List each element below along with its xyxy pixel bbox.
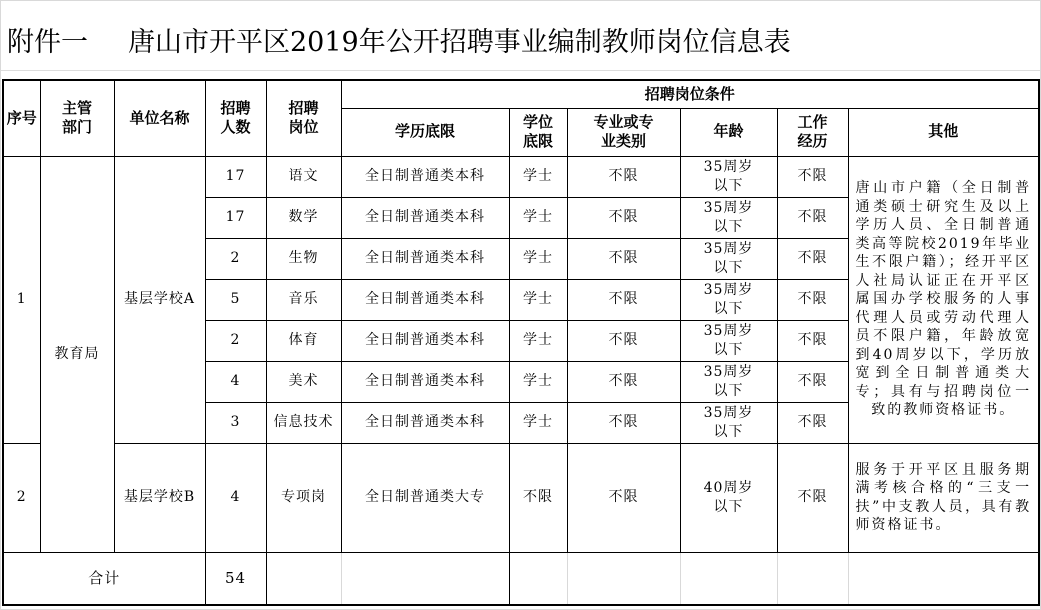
cell-education: 全日制普通类本科 xyxy=(341,402,509,443)
page-title: 唐山市开平区2019年公开招聘事业编制教师岗位信息表 xyxy=(128,27,791,58)
col-header-age: 年龄 xyxy=(680,108,777,156)
col-header-count: 招聘人数 xyxy=(205,80,266,156)
col-header-major: 专业或专业类别 xyxy=(567,108,680,156)
cell-recruit-count: 4 xyxy=(205,443,266,552)
empty-cell xyxy=(567,552,680,605)
cell-post: 音乐 xyxy=(266,279,341,320)
col-header-experience: 工作经历 xyxy=(777,108,848,156)
empty-cell xyxy=(341,552,509,605)
cell-major: 不限 xyxy=(567,402,680,443)
cell-post: 美术 xyxy=(266,361,341,402)
total-label: 合计 xyxy=(3,552,205,605)
job-info-table xyxy=(2,79,1040,606)
cell-degree: 学士 xyxy=(509,279,567,320)
cell-recruit-count: 17 xyxy=(205,156,266,197)
cell-age: 35周岁以下 xyxy=(680,238,777,279)
attachment-label: 附件一 xyxy=(7,27,88,58)
cell-major: 不限 xyxy=(567,279,680,320)
cell-age: 35周岁以下 xyxy=(680,402,777,443)
cell-age: 35周岁以下 xyxy=(680,361,777,402)
empty-cell xyxy=(680,552,777,605)
cell-degree: 不限 xyxy=(509,443,567,552)
cell-age: 40周岁以下 xyxy=(680,443,777,552)
cell-experience: 不限 xyxy=(777,443,848,552)
cell-experience: 不限 xyxy=(777,197,848,238)
cell-age: 35周岁以下 xyxy=(680,320,777,361)
cell-major: 不限 xyxy=(567,238,680,279)
cell-major: 不限 xyxy=(567,443,680,552)
cell-education: 全日制普通类本科 xyxy=(341,197,509,238)
cell-serial-number: 1 xyxy=(3,156,40,443)
col-header-education: 学历底限 xyxy=(341,108,509,156)
cell-recruit-count: 5 xyxy=(205,279,266,320)
col-header-other: 其他 xyxy=(848,108,1039,156)
cell-age: 35周岁以下 xyxy=(680,279,777,320)
cell-education: 全日制普通类本科 xyxy=(341,238,509,279)
cell-serial-number: 2 xyxy=(3,443,40,552)
col-header-conditions: 招聘岗位条件 xyxy=(341,80,1039,108)
cell-degree: 学士 xyxy=(509,320,567,361)
cell-experience: 不限 xyxy=(777,402,848,443)
cell-age: 35周岁以下 xyxy=(680,197,777,238)
cell-unit-name: 基层学校B xyxy=(114,443,205,552)
document-header xyxy=(1,1,1040,71)
header-row-1 xyxy=(3,80,1039,108)
cell-age: 35周岁以下 xyxy=(680,156,777,197)
col-header-serial: 序号 xyxy=(3,80,40,156)
cell-experience: 不限 xyxy=(777,361,848,402)
cell-degree: 学士 xyxy=(509,156,567,197)
table-row xyxy=(3,443,1039,552)
cell-other: 唐山市户籍（全日制普通类硕士研究生及以上学历人员、全日制普通类高等院校2019年毕业生不限户籍）；经开平区人社局认证正在开平区属国办学校服务的人事代理人员或劳动代理人员不限户籍，年龄放宽到40周岁以下，学历放宽到全日制普通类大专；具有与招聘岗位一致的教师资格证书。 xyxy=(848,156,1039,443)
cell-recruit-count: 2 xyxy=(205,238,266,279)
cell-major: 不限 xyxy=(567,361,680,402)
cell-department: 教育局 xyxy=(40,156,114,552)
cell-major: 不限 xyxy=(567,320,680,361)
cell-degree: 学士 xyxy=(509,197,567,238)
cell-post: 信息技术 xyxy=(266,402,341,443)
empty-cell xyxy=(509,552,567,605)
table-row xyxy=(3,156,1039,197)
cell-degree: 学士 xyxy=(509,238,567,279)
col-header-post: 招聘岗位 xyxy=(266,80,341,156)
cell-post: 专项岗 xyxy=(266,443,341,552)
cell-experience: 不限 xyxy=(777,156,848,197)
col-header-degree: 学位底限 xyxy=(509,108,567,156)
total-row xyxy=(3,552,1039,605)
cell-experience: 不限 xyxy=(777,238,848,279)
cell-other: 服务于开平区且服务期满考核合格的“三支一扶”中支教人员，具有教师资格证书。 xyxy=(848,443,1039,552)
cell-post: 语文 xyxy=(266,156,341,197)
cell-unit-name: 基层学校A xyxy=(114,156,205,443)
total-count: 54 xyxy=(205,552,266,605)
empty-cell xyxy=(777,552,848,605)
col-header-unit: 单位名称 xyxy=(114,80,205,156)
cell-education: 全日制普通类本科 xyxy=(341,279,509,320)
cell-experience: 不限 xyxy=(777,320,848,361)
cell-education: 全日制普通类本科 xyxy=(341,320,509,361)
cell-degree: 学士 xyxy=(509,361,567,402)
cell-recruit-count: 4 xyxy=(205,361,266,402)
cell-recruit-count: 17 xyxy=(205,197,266,238)
cell-major: 不限 xyxy=(567,197,680,238)
cell-post: 生物 xyxy=(266,238,341,279)
cell-experience: 不限 xyxy=(777,279,848,320)
empty-cell xyxy=(848,552,1039,605)
cell-recruit-count: 2 xyxy=(205,320,266,361)
cell-degree: 学士 xyxy=(509,402,567,443)
cell-education: 全日制普通类本科 xyxy=(341,156,509,197)
cell-education: 全日制普通类本科 xyxy=(341,361,509,402)
cell-post: 数学 xyxy=(266,197,341,238)
cell-post: 体育 xyxy=(266,320,341,361)
empty-cell xyxy=(266,552,341,605)
cell-major: 不限 xyxy=(567,156,680,197)
cell-education: 全日制普通类大专 xyxy=(341,443,509,552)
col-header-department: 主管部门 xyxy=(40,80,114,156)
cell-recruit-count: 3 xyxy=(205,402,266,443)
